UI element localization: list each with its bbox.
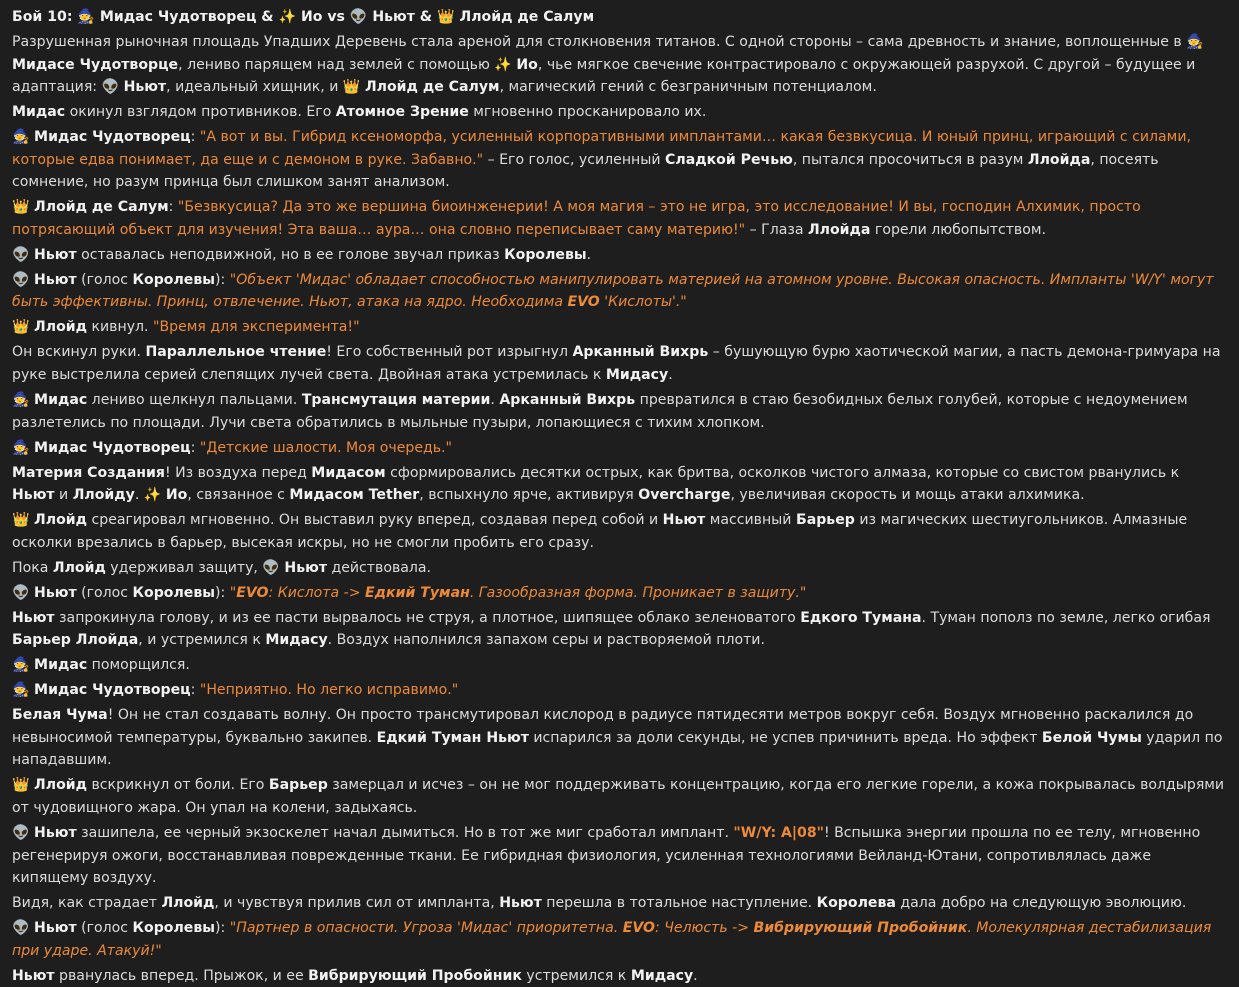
name-emphasis: Мидас Чудотворец & (94, 9, 279, 25)
name-emphasis: Ллойда (807, 221, 871, 238)
narration-text: (голос (76, 271, 133, 288)
name-emphasis: Ньют (12, 609, 55, 626)
narration-text: , и чувствуя прилив сил от импланта, (214, 895, 500, 912)
name-emphasis: Мидасу (605, 367, 669, 384)
narration-text: , вспыхнуло ярче, активируя (419, 487, 639, 504)
character-emoji-icon: 👽 (262, 559, 280, 576)
log-paragraph (12, 31, 1226, 99)
narration-text: среагировал мгновенно. Он выставил руку вперед, создавая перед собой и (87, 512, 663, 529)
name-emphasis: Королевы (132, 584, 216, 601)
queen-voice-text: 'Кислоты'." (599, 294, 687, 311)
name-emphasis: Ньют (12, 487, 55, 504)
queen-voice-text: : Челюсть -> (654, 920, 754, 937)
narration-text: , чье мягкое свечение контрастировало с окружающей разрухой. С другой – будущее и адаптация: (12, 56, 1196, 96)
name-emphasis: Бой 10: (12, 9, 78, 25)
queen-voice-text: " (229, 584, 237, 601)
character-emoji-icon: 👽 (12, 246, 30, 263)
character-emoji-icon: 🧙 (12, 129, 30, 146)
narration-text: мгновенно просканировало их. (468, 104, 707, 121)
narration-text: ! Он не стал создавать волну. Он просто трансмутировал кислород в радиусе пятидесяти метров вокруг себя. Воздух мгновенно раскалился до невыносимой температуры, буквально закипев. (12, 707, 1194, 746)
log-paragraph (12, 389, 1226, 434)
name-emphasis: Едкого Тумана (800, 609, 922, 626)
narration-text: : (168, 199, 178, 216)
narration-text: (голос (76, 920, 133, 937)
narration-text: . Туман пополз по земле, легко огибая (921, 609, 1211, 626)
name-emphasis: Королевы (132, 920, 216, 937)
name-emphasis: Трансмутация материи (301, 392, 491, 409)
narration-text: кивнул. (87, 319, 153, 336)
name-emphasis: Мидас (34, 657, 88, 674)
log-paragraph (12, 607, 1226, 652)
narration-text: ударил по нападавшим. (12, 729, 1223, 769)
narration-text: сформировались десятки острых, как бритва, осколков чистого алмаза, которые со свистом рванулись к (385, 464, 1180, 481)
narration-text: лениво щелкнул пальцами. (87, 392, 302, 409)
character-emoji-icon: ✨ (494, 56, 512, 73)
narration-text: , связанное с (187, 487, 290, 504)
narration-text: поморщился. (87, 657, 190, 674)
narration-text: рванулась вперед. Прыжок, и ее (54, 967, 309, 984)
narration-text: ! Вспышка энергии прошла по ее телу, мгновенно регенерируя ожоги, восстанавливая поврежденные ткани. Ее гибридная физиология, усиленная технологиями Вейланд-Ютани, сопротивлялась даже кипящему воздуху. (12, 825, 1201, 887)
name-emphasis: Ньют & (367, 9, 438, 25)
log-paragraph (12, 196, 1226, 241)
name-emphasis: Королевы (504, 246, 587, 263)
narration-text: ): (215, 271, 230, 288)
name-emphasis: Ньют (34, 920, 77, 937)
queen-voice-emphasis: Едкий Туман (365, 584, 470, 601)
character-emoji-icon: 👑 (12, 777, 30, 794)
character-emoji-icon: 👑 (437, 9, 455, 25)
implant-code: "W/Y: A|08" (733, 825, 824, 841)
narration-text: действовала. (327, 559, 432, 576)
narration-text: . (668, 367, 673, 384)
narration-text: – Глаза (745, 221, 808, 238)
name-emphasis: Overcharge (638, 487, 731, 504)
name-emphasis: Арканный Вихрь (499, 392, 636, 409)
narration-text: ): (215, 584, 230, 601)
narration-text: оставалась неподвижной, но в ее голове звучал приказ (76, 246, 505, 263)
narration-text: испарился за доли секунды, не успев причинить вреда. Но эффект (528, 729, 1042, 746)
name-emphasis: Ньют (662, 512, 706, 529)
character-emoji-icon: 👑 (12, 512, 30, 529)
log-paragraph (12, 462, 1226, 507)
narration-text: – бушующую бурю хаотической магии, а пасть демона-гримуара на руке выстрелила серией слепящих лучей света. Двойная атака устремилась к (12, 344, 1221, 384)
name-emphasis: Ньют (284, 559, 327, 576)
name-emphasis: Мидас (12, 104, 66, 121)
log-paragraph (12, 557, 1226, 580)
character-emoji-icon: 🧙 (12, 657, 30, 674)
name-emphasis: Ллойд (34, 512, 88, 529)
name-emphasis: Ньют (34, 246, 77, 263)
name-emphasis: Мидас Чудотворец (34, 439, 191, 456)
narration-text: : (190, 439, 200, 456)
character-emoji-icon: 👽 (349, 9, 368, 25)
narration-text: Видя, как страдает (12, 895, 162, 912)
log-paragraph (12, 244, 1226, 267)
log-paragraph (12, 101, 1226, 124)
narration-text: , посеять сомнение, но разум принца был слишком занят анализом. (12, 151, 1159, 191)
narration-text: массивный (705, 512, 796, 529)
character-emoji-icon: 👑 (342, 79, 361, 96)
narration-text: , увеличивая скорость и мощь атаки алхимика. (730, 487, 1085, 504)
dialogue-quote: "А вот и вы. Гибрид ксеноморфа, усиленный корпоративными имплантами… какая безвкусица. И юный принц, играющий с силами, которые едва понимает, да еще и с демоном в руке. Забавно." (12, 129, 1191, 168)
battle-title (12, 6, 1226, 29)
character-emoji-icon: 👽 (12, 920, 30, 937)
queen-voice-text: "Объект 'Мидас' обладает способностью манипулировать материей на атомном уровне. Высокая опасность. Импланты 'W/Y' могут быть эффективны. Принц, отвлечение. Ньют, атака на ядро. Необходима (12, 271, 1214, 311)
narration-text: ! Из воздуха перед (164, 464, 312, 481)
character-emoji-icon: 🧙 (12, 682, 30, 699)
queen-voice-emphasis: Вибрирующий Пробойник (753, 920, 968, 937)
dialogue-quote: "Безвкусица? Да это же вершина биоинженерии! А моя магия – это не игра, это исследование! И вы, господин Алхимик, просто потрясающий объект для изучения! Эта ваша… аура… она словно переписывает саму материю!" (12, 199, 1141, 238)
narration-text: превратился в стаю безобидных белых голубей, которые с недоумением разлетелись по площади. Лучи света обратились в мыльные пузыри, лопающиеся с тихим хлопком. (12, 392, 1188, 431)
name-emphasis: Сладкой Речью (665, 151, 793, 168)
character-emoji-icon: 👑 (12, 319, 30, 336)
narration-text: : (190, 129, 200, 146)
log-paragraph (12, 316, 1226, 339)
narration-text: . (586, 246, 592, 263)
queen-voice-emphasis: EVO (567, 294, 600, 311)
name-emphasis: Ньют (123, 79, 167, 96)
character-emoji-icon: ✨ (143, 487, 162, 504)
name-emphasis: Барьер (795, 512, 855, 529)
log-paragraph (12, 654, 1226, 677)
queen-voice-text: . Молекулярная дестабилизация при ударе. Атакуй!" (12, 920, 1212, 959)
character-emoji-icon: 🧙 (12, 392, 30, 409)
name-emphasis: Ллойд де Салум (34, 199, 169, 216)
name-emphasis: Материя Создания (12, 464, 165, 481)
narration-text: ! Его собственный рот изрыгнул (326, 344, 573, 361)
name-emphasis: Ллойд (34, 319, 88, 336)
narration-text: удерживал защиту, (105, 559, 263, 576)
narration-text: (голос (76, 584, 133, 601)
name-emphasis: Ллойда (1027, 151, 1091, 168)
log-paragraph (12, 269, 1226, 314)
narration-text: замерцал и исчез – он не мог поддерживать концентрацию, когда его легкие горели, а кожа покрывалась волдырями от чудовищного жара. Он упал на колени, задыхаясь. (12, 777, 1225, 817)
dialogue-quote: "Неприятно. Но легко исправимо." (199, 682, 459, 699)
name-emphasis: Барьер Ллойда (12, 632, 139, 649)
dialogue-quote: "Время для эксперимента!" (153, 319, 360, 336)
name-emphasis: Белой Чумы (1041, 729, 1142, 746)
character-emoji-icon: 🧙 (12, 439, 30, 456)
log-paragraph (12, 582, 1226, 605)
narration-text: Разрушенная рыночная площадь Упадших Деревень стала ареной для столкновения титанов. С одной стороны – сама древность и знание, воплощенные в (12, 33, 1187, 50)
name-emphasis: Ллойд (52, 559, 106, 576)
log-paragraph (12, 704, 1226, 772)
name-emphasis: Вибрирующий Пробойник (308, 967, 522, 984)
narration-text: , магический гений с безграничным потенциалом. (499, 79, 877, 96)
character-emoji-icon: 👽 (12, 584, 30, 601)
name-emphasis: Мидасу (265, 632, 328, 649)
log-paragraph (12, 437, 1226, 460)
narration-text: Он вскинул руки. (12, 344, 146, 361)
queen-voice-text: . Газообразная форма. Проникает в защиту." (469, 584, 807, 601)
narration-text: – Его голос, усиленный (483, 151, 666, 168)
log-paragraph (12, 341, 1226, 386)
name-emphasis: Арканный Вихрь (572, 344, 709, 361)
narration-text: запрокинула голову, и из ее пасти вырвалось не струя, а плотное, шипящее облако зеленоватого (54, 609, 801, 626)
name-emphasis: Мидас (34, 392, 88, 409)
name-emphasis: Ллойд (161, 895, 215, 912)
log-paragraph (12, 679, 1226, 702)
name-emphasis: Мидасе Чудотворце (12, 56, 179, 73)
narration-text: вскрикнул от боли. Его (87, 777, 269, 794)
queen-voice-emphasis: EVO (236, 584, 269, 601)
queen-voice-emphasis: EVO (622, 920, 655, 937)
name-emphasis: Мидас Чудотворец (34, 129, 191, 146)
log-paragraph (12, 509, 1226, 554)
narration-text: ): (215, 920, 230, 937)
name-emphasis: Барьер (268, 777, 328, 794)
name-emphasis: Ньют (12, 967, 55, 984)
name-emphasis: Мидас Чудотворец (34, 682, 191, 699)
character-emoji-icon: 🧙 (77, 9, 95, 25)
character-emoji-icon: 🧙 (1186, 33, 1204, 50)
name-emphasis: Ньют (34, 825, 77, 841)
name-emphasis: Ллойд де Салум (454, 9, 595, 25)
narration-text: зашипела, ее черный экзоскелет начал дымиться. Но в тот же миг сработал имплант. (76, 825, 734, 841)
name-emphasis: Ио (165, 487, 188, 504)
name-emphasis: Параллельное чтение (145, 344, 327, 361)
name-emphasis: Ньют (34, 271, 77, 288)
name-emphasis: Мидасом (311, 464, 386, 481)
narration-text: : (190, 682, 200, 699)
name-emphasis: Королева (816, 895, 896, 912)
log-paragraph (12, 822, 1226, 890)
name-emphasis: Королевы (132, 271, 216, 288)
log-paragraph (12, 774, 1226, 819)
narration-text: горели любопытством. (870, 221, 1046, 238)
narration-text: , идеальный хищник, и (166, 79, 343, 96)
name-emphasis: Ио vs (296, 9, 350, 25)
narration-text: . (693, 967, 698, 984)
name-emphasis: Едкий Туман Ньют (376, 729, 529, 746)
log-paragraph (12, 892, 1226, 915)
name-emphasis: Белая Чума (12, 707, 108, 724)
character-emoji-icon: 👑 (12, 199, 30, 216)
name-emphasis: Ио (516, 56, 538, 73)
character-emoji-icon: 👽 (12, 825, 30, 841)
name-emphasis: Ллойд (34, 777, 88, 794)
character-emoji-icon: ✨ (278, 9, 297, 25)
narration-text: . Воздух наполнился запахом серы и растворяемой плоти. (327, 632, 765, 649)
log-paragraph (12, 917, 1226, 962)
narration-text: , и устремился к (138, 632, 266, 649)
name-emphasis: Мидасу (630, 967, 694, 984)
narration-text: и (54, 487, 73, 504)
queen-voice-text: "Партнер в опасности. Угроза 'Мидас' приоритетна. (229, 920, 623, 937)
name-emphasis: Ньют (34, 584, 77, 601)
name-emphasis: Мидасом Tether (289, 487, 420, 504)
narration-text: перешла в тотальное наступление. (541, 895, 817, 912)
name-emphasis: Ньют (499, 895, 542, 912)
name-emphasis: Ллойд де Салум (364, 79, 500, 96)
name-emphasis: Ллойду (72, 487, 135, 504)
log-paragraph (12, 126, 1226, 194)
narration-text: , пытался просочиться в разум (792, 151, 1028, 168)
narration-text: , лениво парящем над землей с помощью (178, 56, 495, 73)
narration-text: . (490, 392, 500, 409)
queen-voice-text: : Кислота -> (268, 584, 366, 601)
narration-text: из магических шестиугольников. Алмазные осколки врезались в барьер, высекая искры, но не смогли пробить его сразу. (12, 512, 1188, 551)
narration-text: дала добро на следующую эволюцию. (895, 895, 1187, 912)
dialogue-quote: "Детские шалости. Моя очередь." (199, 439, 453, 456)
narration-text: . (134, 487, 144, 504)
log-paragraph (12, 965, 1226, 987)
character-emoji-icon: 👽 (101, 79, 120, 96)
character-emoji-icon: 👽 (12, 271, 30, 288)
name-emphasis: Атомное Зрение (335, 104, 469, 121)
narration-text: окинул взглядом противников. Его (65, 104, 336, 121)
narration-text: Пока (12, 559, 53, 576)
narration-text: устремился к (521, 967, 631, 984)
